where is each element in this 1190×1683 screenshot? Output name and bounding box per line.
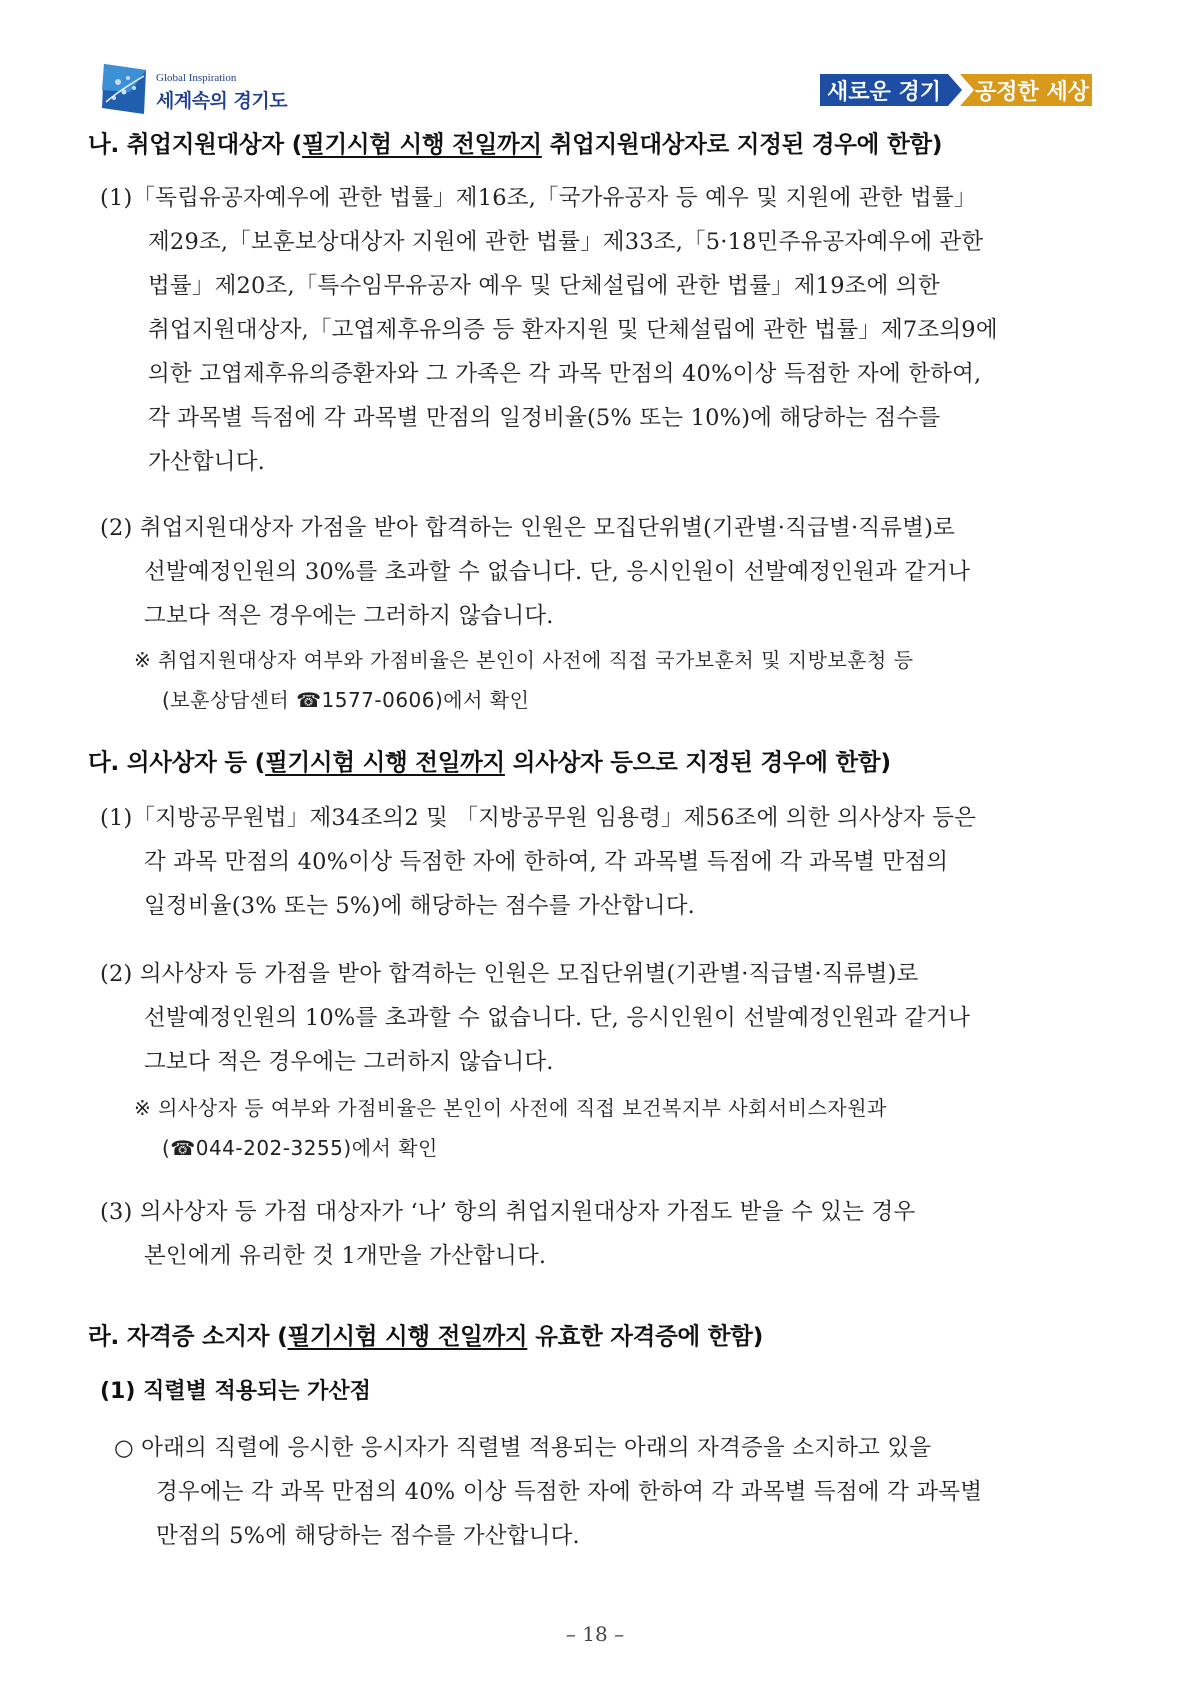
text-line: 각 과목 만점의 40%이상 득점한 자에 한하여, 각 과목별 득점에 각 과목별 만점의 — [144, 849, 949, 875]
text-line: 취업지원대상자,「고엽제후유의증 등 환자지원 및 단체설립에 관한 법률」제7조의9에 — [148, 317, 998, 343]
text-line: (1)「지방공무원법」제34조의2 및 「지방공무원 임용령」제56조에 의한 의사상자 등은 — [100, 805, 977, 831]
text-line: 의한 고엽제후유의증환자와 그 가족은 각 과목 만점의 40%이상 득점한 자에 한하여, — [148, 361, 982, 387]
gyeonggi-logo — [100, 62, 290, 118]
slogan-banner — [820, 70, 1100, 110]
text-line: 가산합니다. — [148, 449, 266, 475]
text-line: 선발예정인원의 30%를 초과할 수 없습니다. 단, 응시인원이 선발예정인원과 같거나 — [144, 559, 971, 585]
slogan-part2: 공정한 세상 — [975, 80, 1089, 105]
logo-name: 세계속의 경기도 — [156, 90, 288, 112]
text-line: (2) 취업지원대상자 가점을 받아 합격하는 인원은 모집단위별(기관별·직급별·직류별)로 — [100, 515, 956, 541]
section-heading-da: 다. 의사상자 등 (필기시험 시행 전일까지 의사상자 등으로 지정된 경우에 한함) — [88, 748, 891, 776]
text-line: 선발예정인원의 10%를 초과할 수 없습니다. 단, 응시인원이 선발예정인원과 같거나 — [144, 1005, 971, 1031]
bullet-line: 만점의 5%에 해당하는 점수를 가산합니다. — [156, 1523, 580, 1549]
section-heading-na: 나. 취업지원대상자 (필기시험 시행 전일까지 취업지원대상자로 지정된 경우에 한함) — [88, 130, 943, 158]
slogan-part1: 새로운 경기 — [827, 80, 941, 105]
text-line: 제29조,「보훈보상대상자 지원에 관한 법률」제33조,「5·18민주유공자예우에 관한 — [148, 229, 984, 255]
bullet-line: ○ 아래의 직렬에 응시한 응시자가 직렬별 적용되는 아래의 자격증을 소지하고 있을 — [114, 1435, 932, 1461]
text-line: (1)「독립유공자예우에 관한 법률」제16조,「국가유공자 등 예우 및 지원에 관한 법률」 — [100, 185, 977, 211]
text-line: 그보다 적은 경우에는 그러하지 않습니다. — [144, 603, 554, 629]
section-heading-ra: 라. 자격증 소지자 (필기시험 시행 전일까지 유효한 자격증에 한함) — [88, 1322, 764, 1350]
text-line: (2) 의사상자 등 가점을 받아 합격하는 인원은 모집단위별(기관별·직급별·직류별)로 — [100, 961, 919, 987]
gyeonggi-emblem-icon — [100, 62, 150, 116]
bullet-line: 경우에는 각 과목 만점의 40% 이상 득점한 자에 한하여 각 과목별 득점에 각 과목별 — [156, 1479, 983, 1505]
note-line: ※ 의사상자 등 여부와 가점비율은 본인이 사전에 직접 보건복지부 사회서비스자원과 — [134, 1096, 887, 1120]
text-line: 각 과목별 득점에 각 과목별 만점의 일정비율(5% 또는 10%)에 해당하는 점수를 — [148, 405, 941, 431]
text-line: 법률」제20조,「특수임무유공자 예우 및 단체설립에 관한 법률」제19조에 의한 — [148, 273, 940, 299]
text-line: 그보다 적은 경우에는 그러하지 않습니다. — [144, 1049, 554, 1075]
logo-tagline: Global Inspiration — [156, 72, 237, 84]
text-line: 본인에게 유리한 것 1개만을 가산합니다. — [144, 1243, 547, 1269]
note-line: (보훈상담센터 ☎1577-0606)에서 확인 — [162, 688, 530, 712]
sub-heading: (1) 직렬별 적용되는 가산점 — [100, 1379, 371, 1404]
text-line: 일정비율(3% 또는 5%)에 해당하는 점수를 가산합니다. — [144, 893, 696, 919]
note-line: ※ 취업지원대상자 여부와 가점비율은 본인이 사전에 직접 국가보훈처 및 지방보훈청 등 — [134, 648, 914, 672]
note-line: (☎044-202-3255)에서 확인 — [162, 1136, 438, 1160]
text-line: (3) 의사상자 등 가점 대상자가 ‘나’ 항의 취업지원대상자 가점도 받을 수 있는 경우 — [100, 1199, 916, 1225]
page-number: – 18 – — [565, 1622, 625, 1646]
